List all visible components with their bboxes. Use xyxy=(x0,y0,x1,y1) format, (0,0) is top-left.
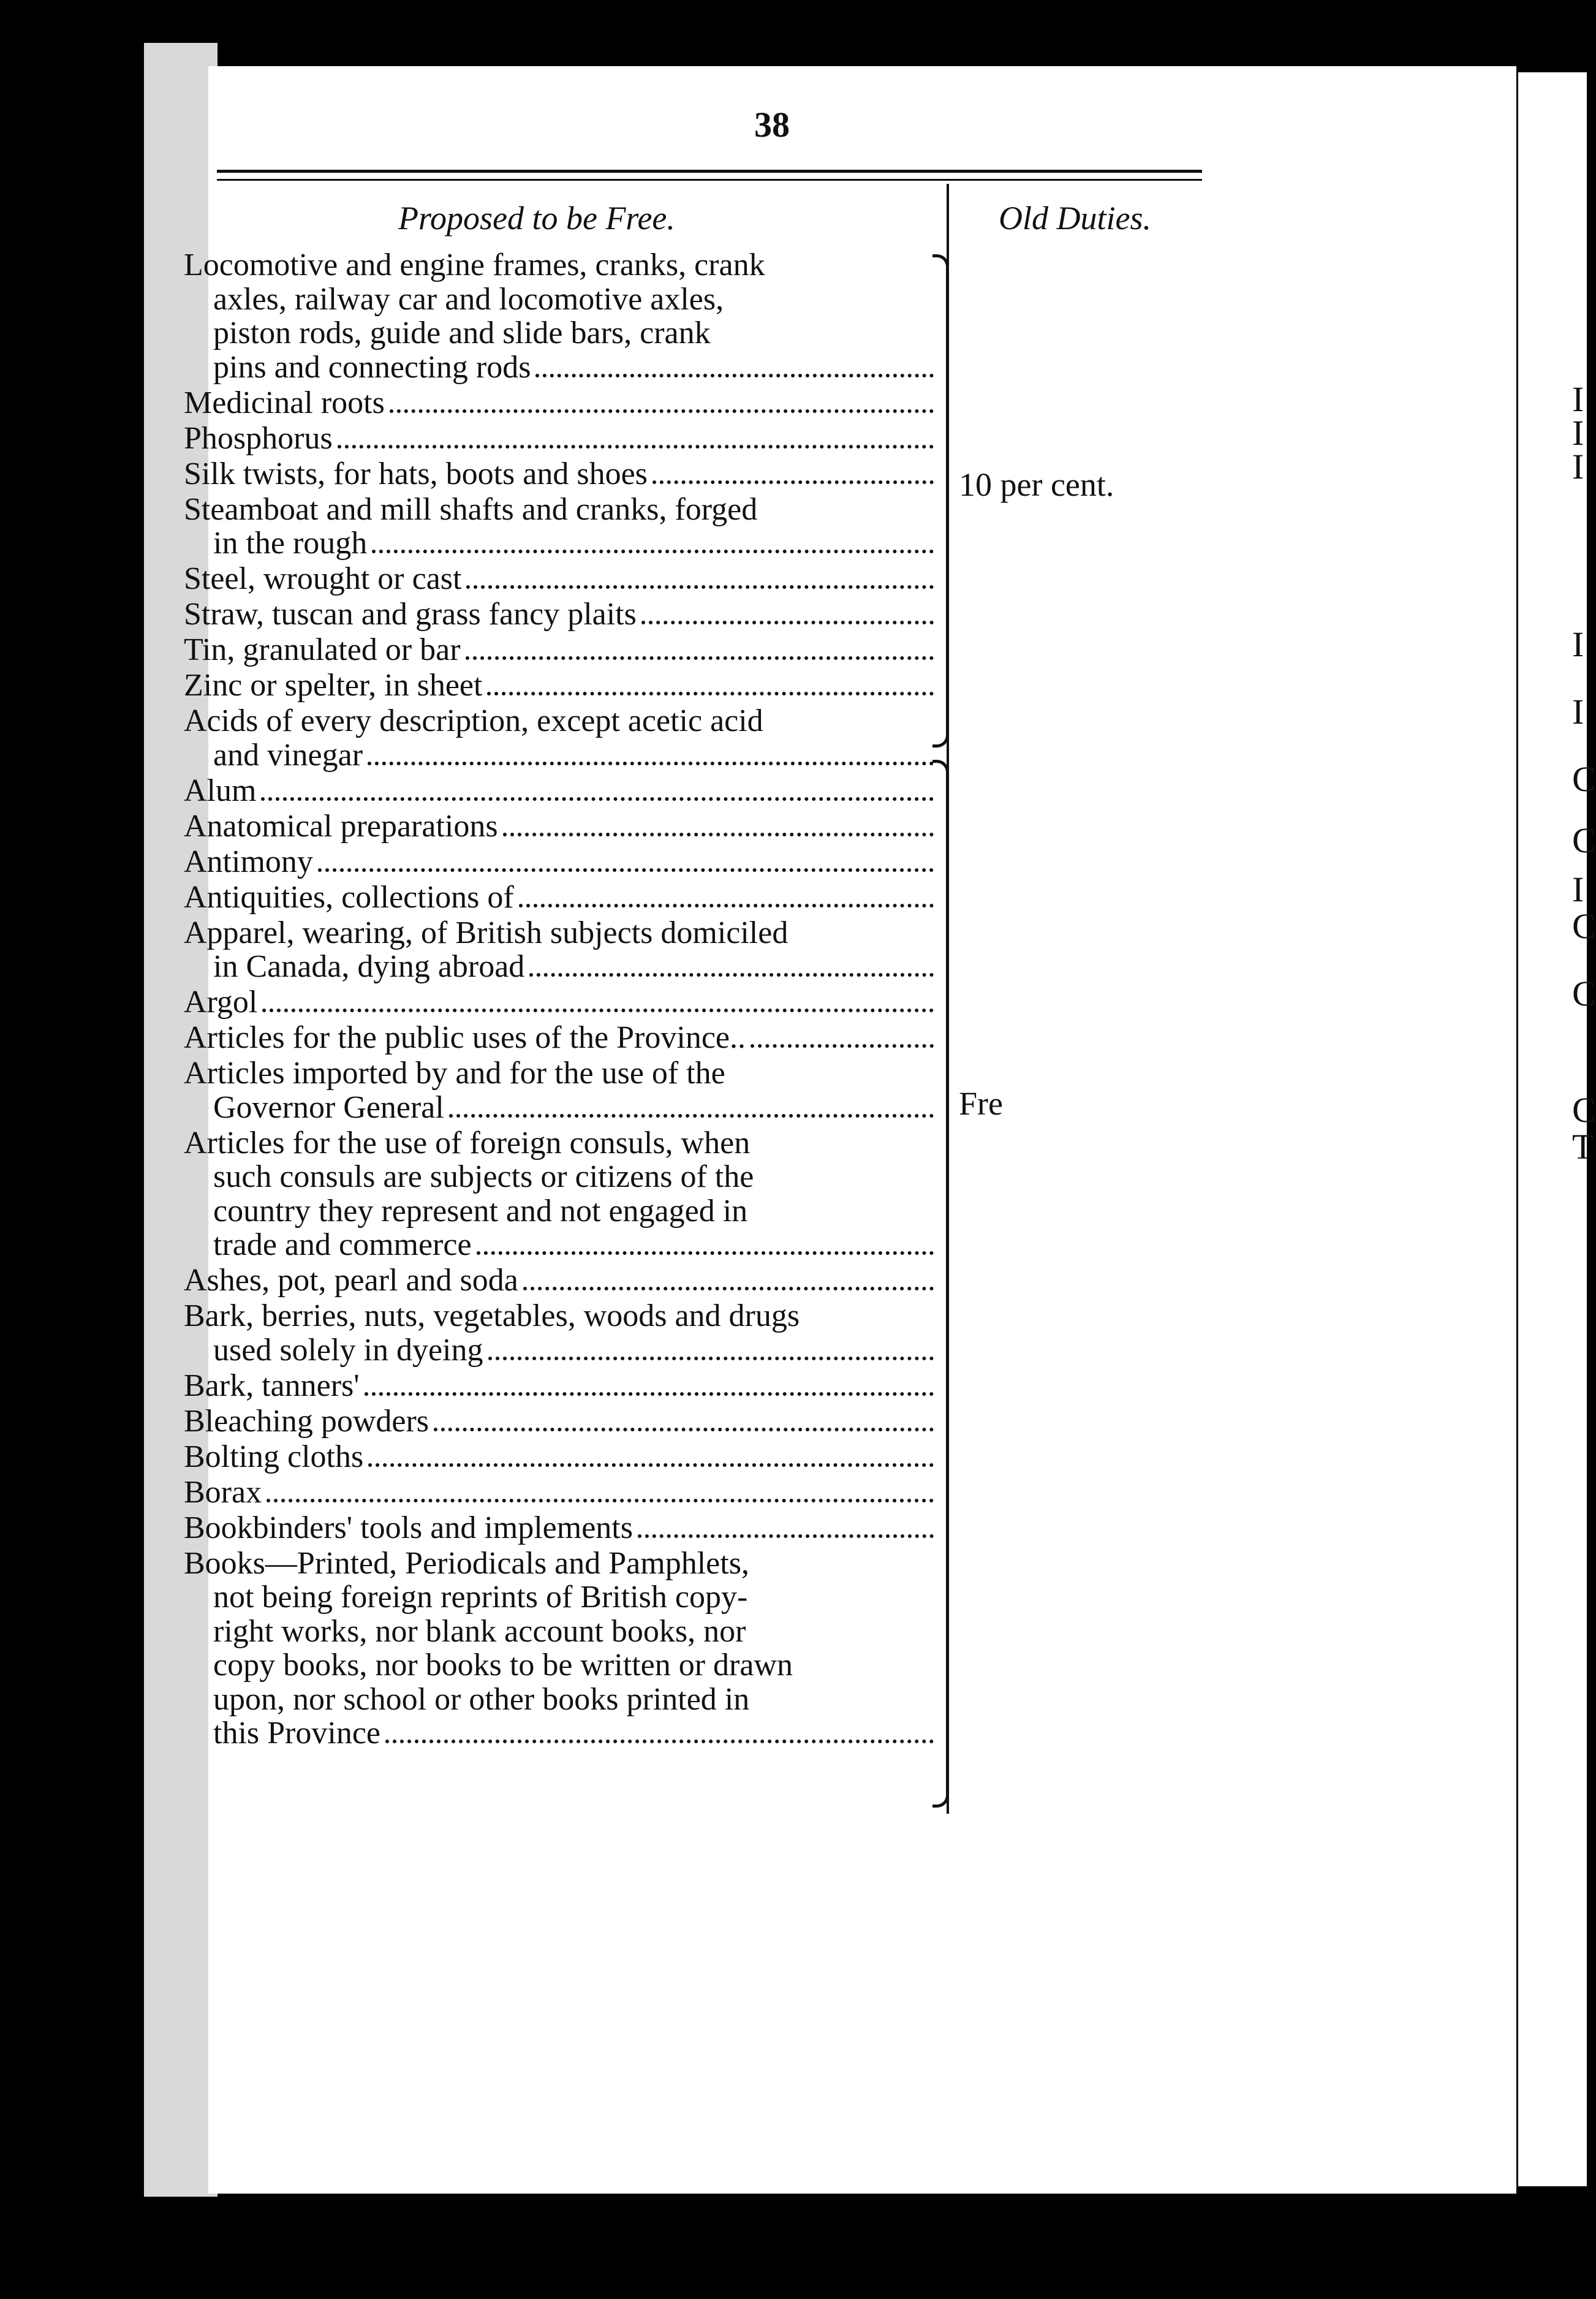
dot-leader xyxy=(267,1499,934,1502)
list-item xyxy=(184,1263,937,1299)
dot-leader xyxy=(503,833,934,836)
item-text: Acids of every description, except acetic acid xyxy=(184,703,763,738)
item-text: upon, nor school or other books printed in xyxy=(213,1681,750,1717)
list-item xyxy=(184,457,937,493)
list-item xyxy=(184,1369,937,1404)
dot-leader xyxy=(641,621,934,624)
items-list xyxy=(184,248,937,1752)
item-text: Articles for the use of foreign consuls, when xyxy=(184,1125,751,1161)
item-text: Borax xyxy=(184,1474,262,1510)
list-item xyxy=(184,1475,937,1511)
dot-leader xyxy=(390,409,934,413)
list-item xyxy=(184,668,937,704)
list-item xyxy=(184,809,937,845)
list-item xyxy=(184,386,937,422)
item-text: Locomotive and engine frames, cranks, crank xyxy=(184,248,765,282)
column-header-proposed: Proposed to be Free. xyxy=(398,200,675,237)
list-item xyxy=(184,985,937,1021)
duty-group-2: Fre xyxy=(959,1085,1003,1122)
item-text: copy books, nor books to be written or drawn xyxy=(213,1648,793,1683)
list-item xyxy=(184,493,937,562)
item-text: in the rough xyxy=(213,526,368,561)
item-text: right works, nor blank account books, nor xyxy=(213,1613,746,1649)
list-item xyxy=(184,774,937,809)
facing-page-letter: C xyxy=(1572,820,1596,860)
item-text: Alum xyxy=(184,773,257,808)
item-text: Medicinal roots xyxy=(184,385,385,420)
dot-leader xyxy=(261,797,934,801)
list-item xyxy=(184,562,937,597)
page-number: 38 xyxy=(754,105,790,145)
facing-page-letter: T xyxy=(1572,1127,1594,1167)
brace-group-2 xyxy=(932,760,949,1808)
facing-page xyxy=(1518,72,1596,2186)
list-item xyxy=(184,422,937,457)
dot-leader xyxy=(368,762,934,765)
facing-page-letter: C xyxy=(1572,1090,1596,1130)
item-text: pins and connecting rods xyxy=(213,349,531,385)
dot-leader xyxy=(466,656,934,660)
list-item xyxy=(184,1056,937,1126)
dot-leader xyxy=(385,1740,934,1743)
dot-leader xyxy=(487,692,934,695)
item-text: and vinegar xyxy=(213,737,363,773)
item-text: Bolting cloths xyxy=(184,1439,364,1474)
dot-leader xyxy=(523,1287,934,1290)
brace-group-1 xyxy=(932,254,949,748)
dot-leader xyxy=(434,1428,934,1431)
list-item xyxy=(184,916,937,986)
list-item xyxy=(184,1021,937,1056)
item-text: Bleaching powders xyxy=(184,1403,429,1439)
item-text: Ashes, pot, pearl and soda xyxy=(184,1263,518,1298)
item-text: Steel, wrought or cast xyxy=(184,561,462,596)
header-rule-thin xyxy=(217,179,1202,181)
item-text: Governor General xyxy=(213,1089,444,1125)
list-item xyxy=(184,633,937,668)
list-item xyxy=(184,1299,937,1369)
duty-group-1: 10 per cent. xyxy=(959,466,1114,503)
dot-leader xyxy=(751,1044,934,1048)
dot-leader xyxy=(372,550,934,553)
item-text: in Canada, dying abroad xyxy=(213,949,525,984)
dot-leader xyxy=(262,1009,934,1012)
dot-leader xyxy=(466,585,934,589)
dot-leader xyxy=(535,374,934,377)
item-text: Articles imported by and for the use of the xyxy=(184,1056,725,1091)
dot-leader xyxy=(449,1114,934,1118)
item-text: Phosphorus xyxy=(184,420,333,456)
list-item xyxy=(184,1404,937,1440)
facing-page-letter: I xyxy=(1572,624,1584,664)
item-text: country they represent and not engaged in xyxy=(213,1193,748,1229)
item-text: Zinc or spelter, in sheet xyxy=(184,668,483,703)
item-text: axles, railway car and locomotive axles, xyxy=(213,281,724,317)
list-item xyxy=(184,704,937,774)
list-item xyxy=(184,1547,937,1752)
list-item xyxy=(184,1440,937,1475)
dot-leader xyxy=(318,868,934,872)
dot-leader xyxy=(519,904,934,907)
list-item xyxy=(184,1511,937,1547)
item-text: trade and commerce xyxy=(213,1227,472,1262)
facing-page-letter: I xyxy=(1572,692,1584,732)
dot-leader xyxy=(338,445,934,449)
dot-leader xyxy=(529,973,934,977)
list-item xyxy=(184,845,937,881)
facing-page-letter: C xyxy=(1572,974,1596,1013)
dot-leader xyxy=(488,1357,934,1360)
list-item xyxy=(184,881,937,916)
dot-leader xyxy=(638,1534,934,1538)
dot-leader xyxy=(368,1463,934,1467)
dot-leader xyxy=(477,1251,934,1255)
item-text: Bark, berries, nuts, vegetables, woods and drugs xyxy=(184,1298,800,1333)
list-item xyxy=(184,1126,937,1264)
facing-page-letter: I xyxy=(1572,379,1584,419)
facing-page-letter: I xyxy=(1572,869,1584,909)
item-text: Straw, tuscan and grass fancy plaits xyxy=(184,597,637,632)
item-text: this Province xyxy=(213,1716,380,1751)
list-item xyxy=(184,597,937,633)
column-header-old-duties: Old Duties. xyxy=(999,200,1151,237)
facing-page-letter: I xyxy=(1572,447,1584,487)
item-text: Books—Printed, Periodicals and Pamphlets, xyxy=(184,1545,749,1581)
item-text: used solely in dyeing xyxy=(213,1332,483,1368)
item-text: Antimony xyxy=(184,844,313,879)
item-text: Argol xyxy=(184,985,258,1020)
item-text: Antiquities, collections of xyxy=(184,879,514,915)
item-text: not being foreign reprints of British copy- xyxy=(213,1580,748,1615)
item-text: Bark, tanners' xyxy=(184,1368,360,1403)
facing-page-letter: C xyxy=(1572,906,1596,946)
item-text: Silk twists, for hats, boots and shoes xyxy=(184,456,648,491)
header-rule xyxy=(217,170,1202,173)
list-item xyxy=(184,248,937,386)
dot-leader xyxy=(652,480,934,484)
item-text: piston rods, guide and slide bars, crank xyxy=(213,316,711,350)
item-text: Steamboat and mill shafts and cranks, forged xyxy=(184,491,758,527)
facing-page-letter: I xyxy=(1572,413,1584,453)
item-text: Articles for the public uses of the Province.. xyxy=(184,1020,746,1055)
item-text: Bookbinders' tools and implements xyxy=(184,1510,633,1545)
item-text: such consuls are subjects or citizens of the xyxy=(213,1159,754,1194)
item-text: Anatomical preparations xyxy=(184,808,498,844)
dot-leader xyxy=(365,1392,934,1396)
facing-page-letter: C xyxy=(1572,759,1596,799)
item-text: Tin, granulated or bar xyxy=(184,632,461,667)
item-text: Apparel, wearing, of British subjects domiciled xyxy=(184,915,789,950)
